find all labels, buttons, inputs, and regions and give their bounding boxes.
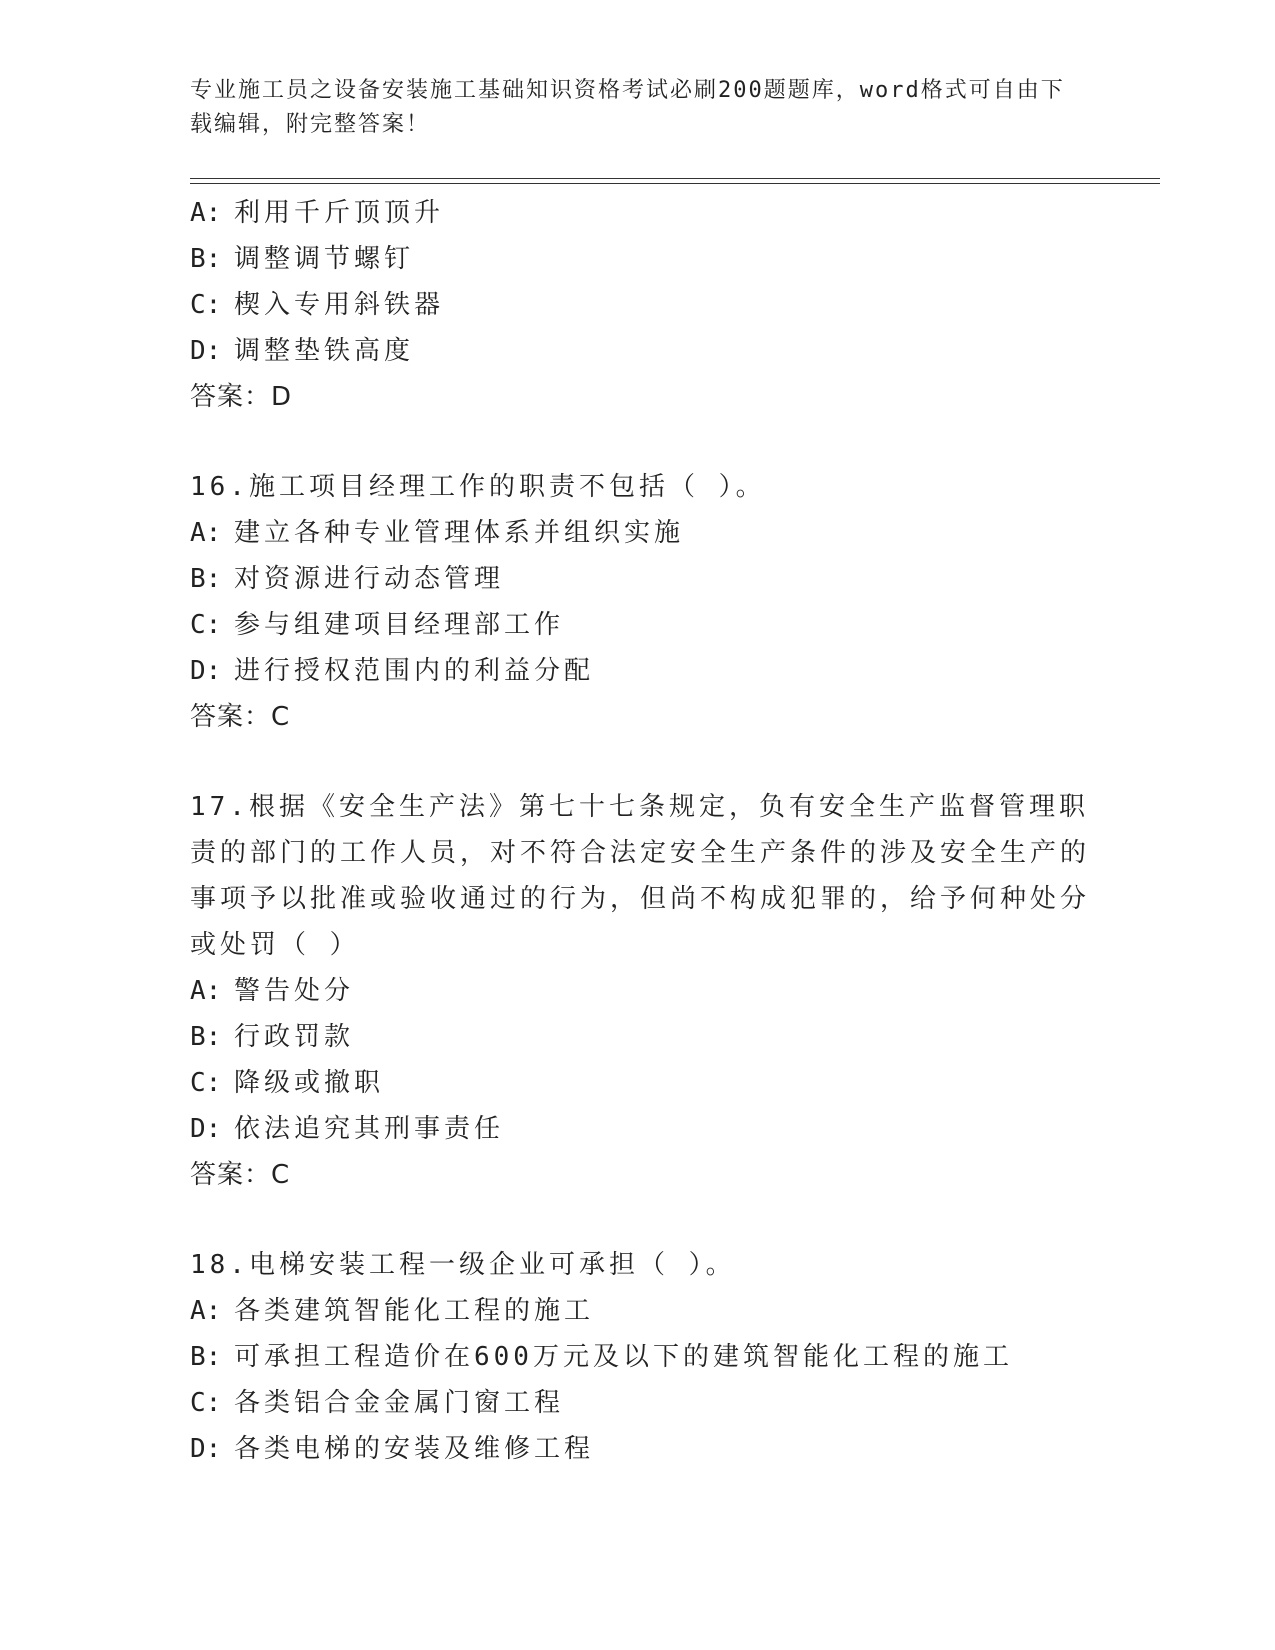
document-header: 专业施工员之设备安装施工基础知识资格考试必刷200题题库，word格式可自由下载编辑，附完整答案！ <box>190 78 1065 137</box>
option-letter: A: <box>190 976 222 1006</box>
option-letter: C: <box>190 1068 222 1098</box>
option-letter: C: <box>190 1388 222 1418</box>
header-divider-bottom <box>190 183 1160 184</box>
question-17 <box>190 784 1090 1198</box>
spacer <box>190 1198 1090 1242</box>
question-stem: 18.电梯安装工程一级企业可承担（ ）。 <box>190 1250 736 1280</box>
option-text: 警告处分 <box>234 976 355 1006</box>
answer-line: 答案：C <box>190 702 291 732</box>
option-letter: B: <box>190 244 222 274</box>
option-text: 各类铝合金金属门窗工程 <box>234 1388 565 1418</box>
option-d <box>190 1426 1090 1472</box>
option-letter: C: <box>190 610 222 640</box>
question-15 <box>190 190 1090 420</box>
option-c <box>190 1060 1090 1106</box>
option-c <box>190 282 1090 328</box>
question-stem: 16.施工项目经理工作的职责不包括（ ）。 <box>190 472 766 502</box>
option-text: 楔入专用斜铁器 <box>234 290 445 320</box>
option-letter: D: <box>190 1114 222 1144</box>
spacer <box>190 740 1090 784</box>
option-b <box>190 1014 1090 1060</box>
option-text: 依法追究其刑事责任 <box>234 1114 505 1144</box>
option-text: 调整调节螺钉 <box>234 244 415 274</box>
option-letter: C: <box>190 290 222 320</box>
option-a <box>190 190 1090 236</box>
option-d <box>190 1106 1090 1152</box>
option-d <box>190 328 1090 374</box>
option-letter: A: <box>190 1296 222 1326</box>
option-b <box>190 1334 1090 1380</box>
question-stem: 17.根据《安全生产法》第七十七条规定，负有安全生产监督管理职责的部门的工作人员，对不符合法定安全生产条件的涉及安全生产的事项予以批准或验收通过的行为，但尚不构成犯罪的，给予何种处分或处罚（ ） <box>190 792 1091 960</box>
option-b <box>190 236 1090 282</box>
answer-line: 答案：D <box>190 382 293 412</box>
option-letter: D: <box>190 656 222 686</box>
header-divider-top <box>190 178 1160 179</box>
option-text: 利用千斤顶顶升 <box>234 198 445 228</box>
option-text: 调整垫铁高度 <box>234 336 415 366</box>
option-c <box>190 602 1090 648</box>
option-letter: D: <box>190 1434 222 1464</box>
option-text: 降级或撤职 <box>234 1068 385 1098</box>
option-d <box>190 648 1090 694</box>
option-text: 建立各种专业管理体系并组织实施 <box>234 518 685 548</box>
option-a <box>190 1288 1090 1334</box>
option-letter: B: <box>190 564 222 594</box>
option-a <box>190 968 1090 1014</box>
option-letter: A: <box>190 198 222 228</box>
option-c <box>190 1380 1090 1426</box>
option-text: 参与组建项目经理部工作 <box>234 610 565 640</box>
option-text: 可承担工程造价在600万元及以下的建筑智能化工程的施工 <box>234 1342 1013 1372</box>
option-letter: D: <box>190 336 222 366</box>
question-18 <box>190 1242 1090 1472</box>
question-16 <box>190 464 1090 740</box>
option-b <box>190 556 1090 602</box>
option-text: 对资源进行动态管理 <box>234 564 505 594</box>
option-a <box>190 510 1090 556</box>
option-text: 各类电梯的安装及维修工程 <box>234 1434 595 1464</box>
option-text: 各类建筑智能化工程的施工 <box>234 1296 595 1326</box>
answer-line: 答案：C <box>190 1160 291 1190</box>
option-letter: B: <box>190 1022 222 1052</box>
option-text: 进行授权范围内的利益分配 <box>234 656 595 686</box>
spacer <box>190 420 1090 464</box>
option-text: 行政罚款 <box>234 1022 355 1052</box>
option-letter: A: <box>190 518 222 548</box>
question-list <box>190 190 1090 1472</box>
option-letter: B: <box>190 1342 222 1372</box>
